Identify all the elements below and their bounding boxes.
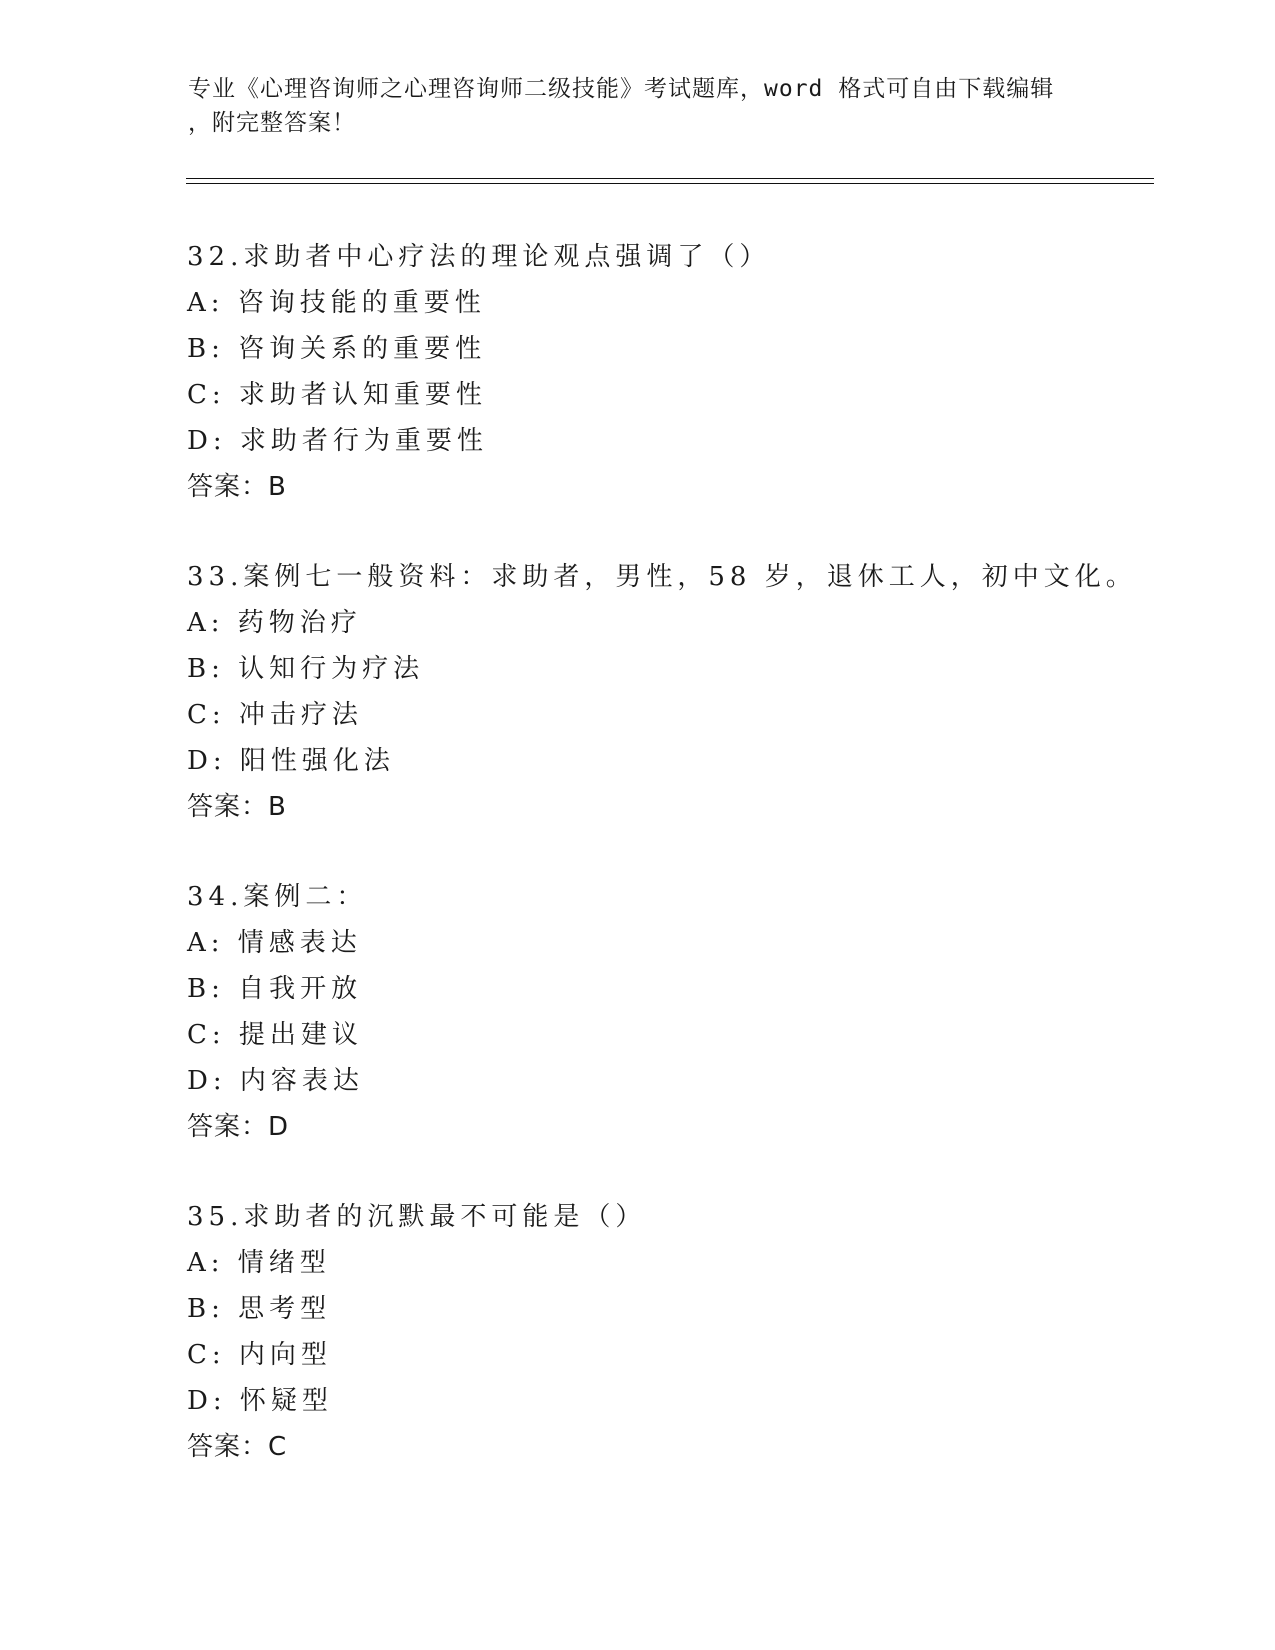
option-a: A: 咨询技能的重要性 xyxy=(187,288,486,318)
question-stem: 32.求助者中心疗法的理论观点强调了（） xyxy=(187,242,771,272)
question-stem: 33.案例七一般资料：求助者，男性，58 岁，退休工人，初中文化。 xyxy=(187,562,1137,592)
document-header xyxy=(188,72,1078,140)
answer-line: 答案：B xyxy=(187,792,287,822)
header-divider-top xyxy=(186,178,1154,179)
header-divider-bottom xyxy=(186,183,1154,184)
option-a: A: 药物治疗 xyxy=(187,608,362,638)
question-34 xyxy=(187,874,1147,1150)
option-b: B: 咨询关系的重要性 xyxy=(187,334,487,364)
answer-line: 答案：D xyxy=(187,1112,290,1142)
answer-line: 答案：B xyxy=(187,472,287,502)
option-b: B: 认知行为疗法 xyxy=(187,654,425,684)
option-a: A: 情绪型 xyxy=(187,1248,331,1278)
option-c: C: 冲击疗法 xyxy=(187,700,363,730)
option-c: C: 提出建议 xyxy=(187,1020,363,1050)
question-stem: 35.求助者的沉默最不可能是（） xyxy=(187,1202,647,1232)
option-a: A: 情感表达 xyxy=(187,928,362,958)
question-stem: 34.案例二： xyxy=(187,882,368,912)
option-b: B: 思考型 xyxy=(187,1294,332,1324)
question-35 xyxy=(187,1194,1147,1470)
option-d: D: 内容表达 xyxy=(187,1066,364,1096)
question-33 xyxy=(187,554,1147,830)
header-line-1: 专业《心理咨询师之心理咨询师二级技能》考试题库，word 格式可自由下载编辑 xyxy=(188,76,1055,102)
answer-line: 答案：C xyxy=(187,1432,288,1462)
option-c: C: 求助者认知重要性 xyxy=(187,380,487,410)
header-line-2: ，附完整答案！ xyxy=(188,110,356,136)
option-d: D: 怀疑型 xyxy=(187,1386,333,1416)
option-b: B: 自我开放 xyxy=(187,974,363,1004)
option-d: D: 阳性强化法 xyxy=(187,746,395,776)
option-c: C: 内向型 xyxy=(187,1340,332,1370)
question-32 xyxy=(187,234,1147,510)
option-d: D: 求助者行为重要性 xyxy=(187,426,488,456)
